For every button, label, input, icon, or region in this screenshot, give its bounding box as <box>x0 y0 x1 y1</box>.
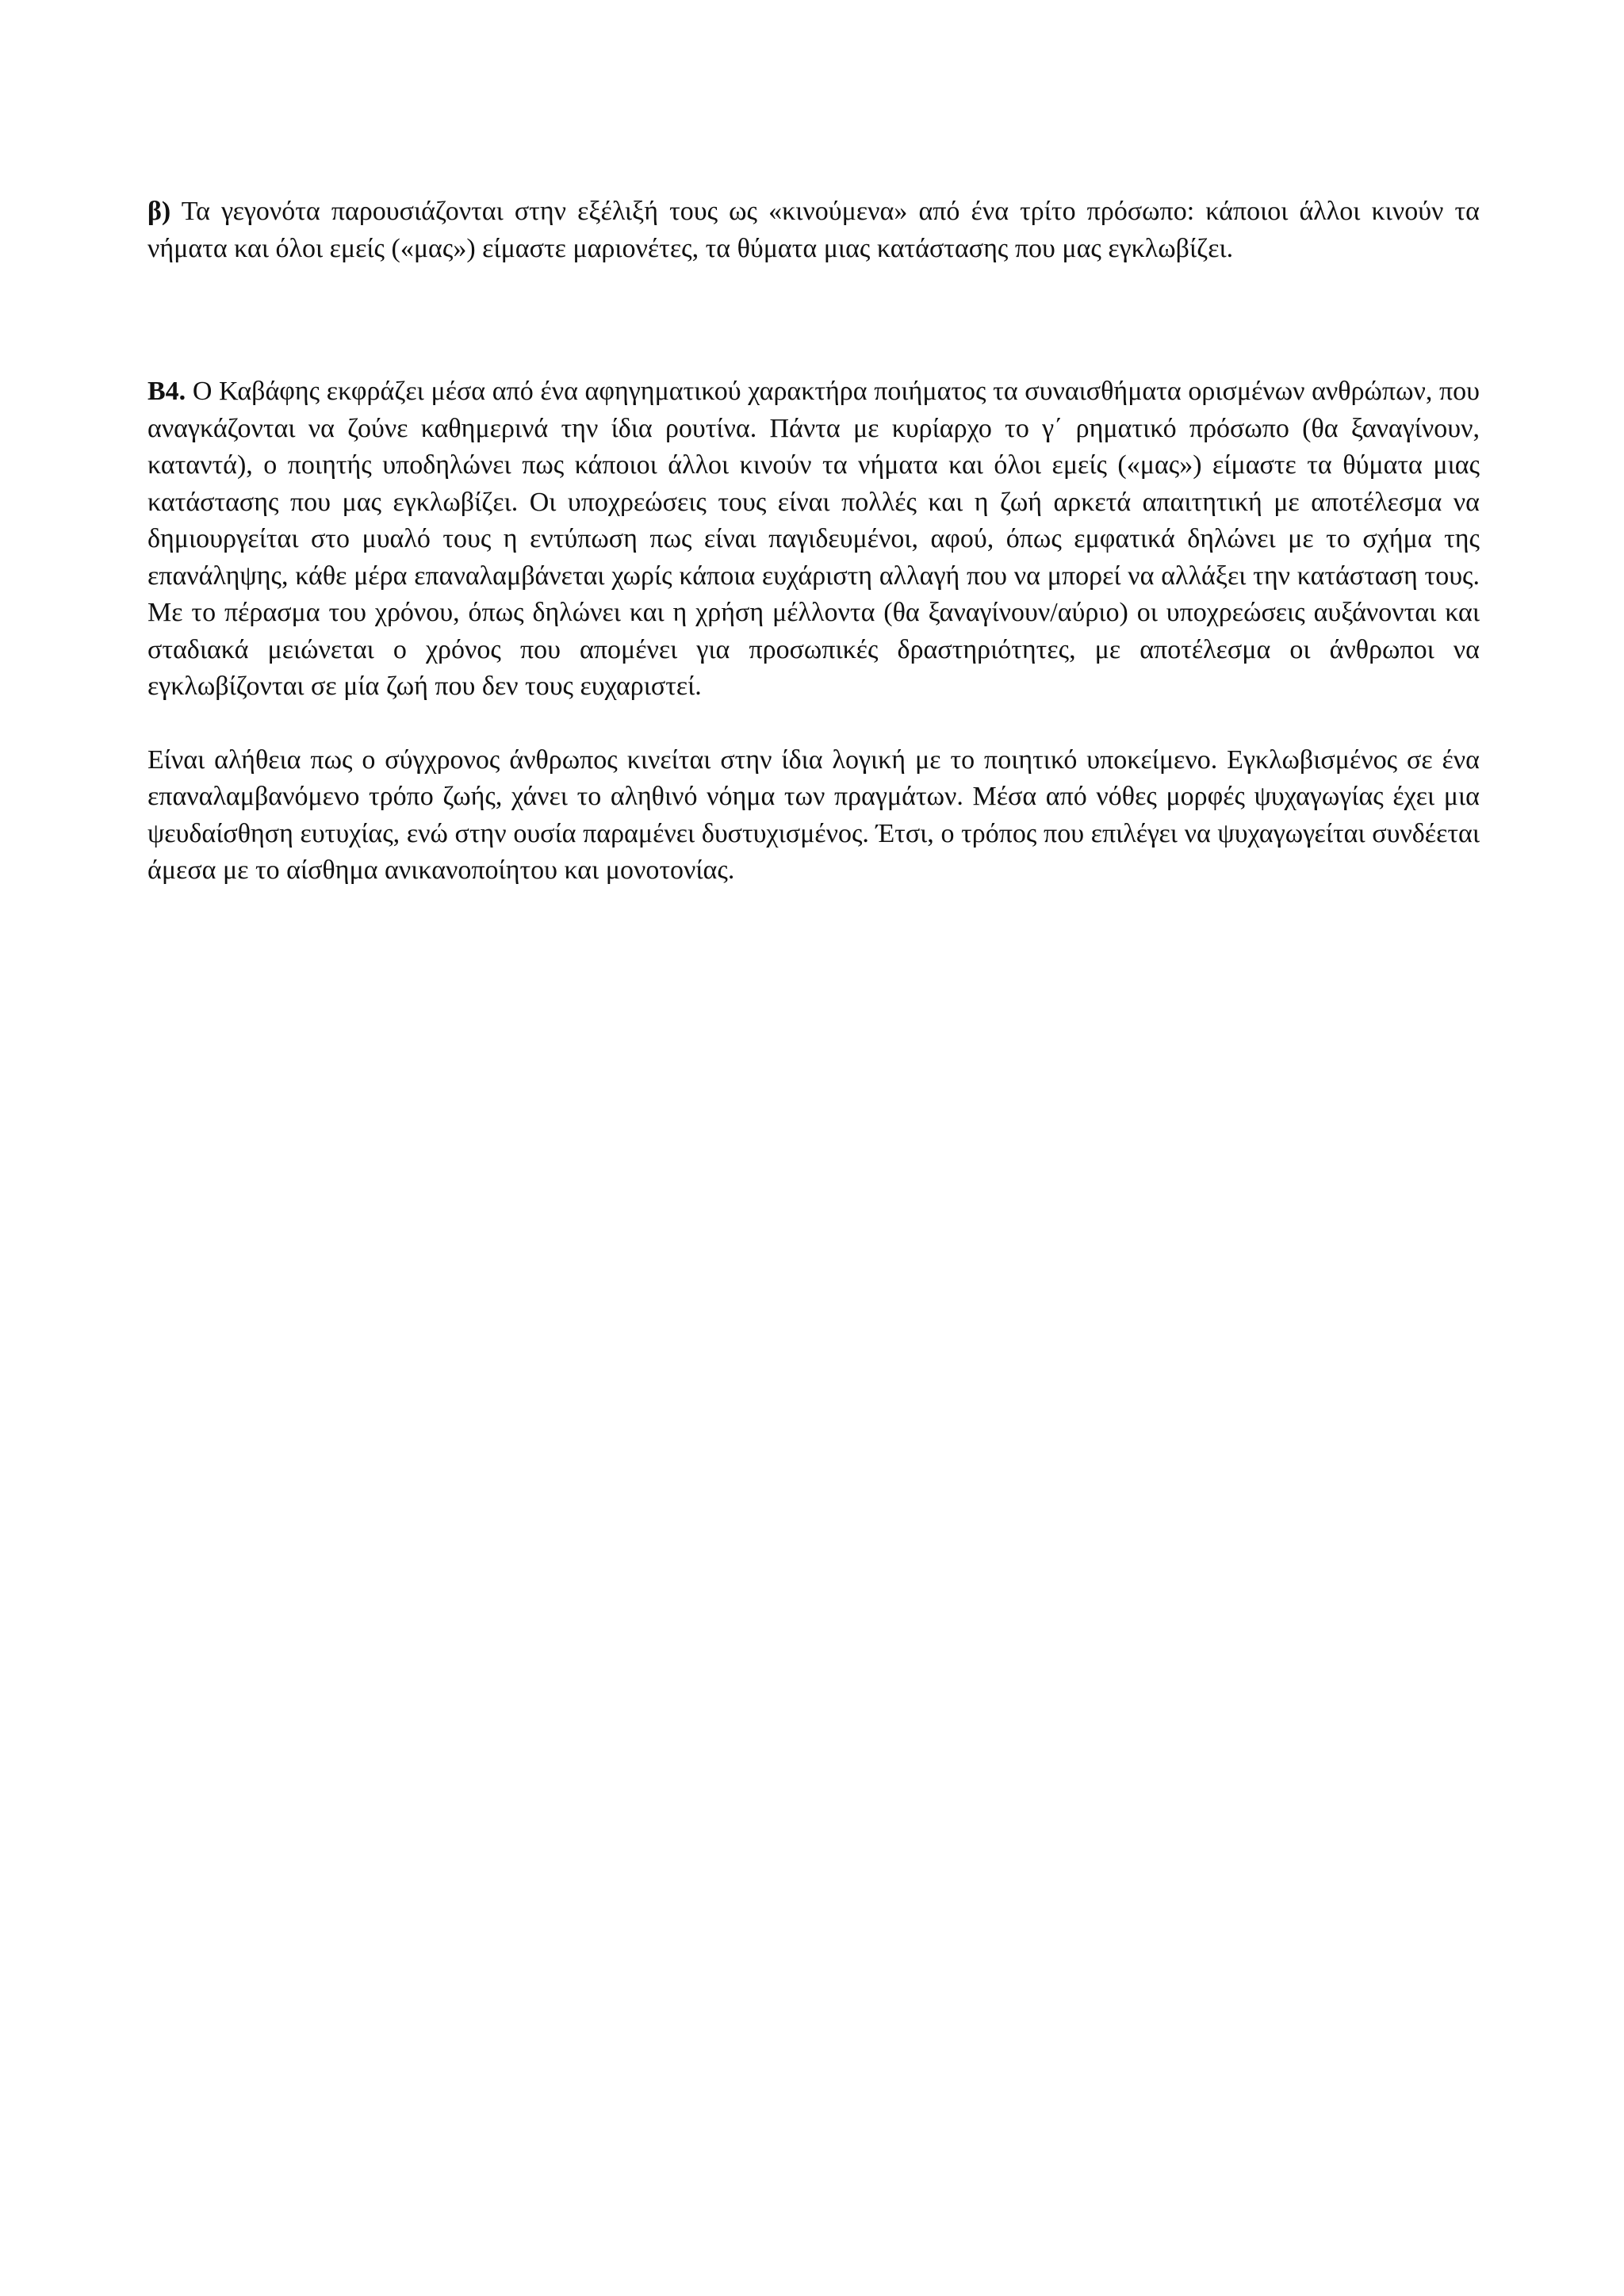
paragraph-beta-lead: β) <box>147 197 171 226</box>
paragraph-b4 <box>147 373 1480 706</box>
paragraph-beta <box>147 193 1480 267</box>
document-body <box>147 193 1480 890</box>
paragraph-b4-text: O Καβάφης εκφράζει μέσα από ένα αφηγηματικού χαρακτήρα ποιήματος τα συναισθήματα ορισμένων ανθρώπων, που αναγκάζονται να ζούνε καθημερινά την ίδια ρουτίνα. Πάντα με κυρίαρχο το γ΄ ρηματικό πρόσωπο (θα ξαναγίνουν, καταντά), ο ποιητής υποδηλώνει πως κάποιοι άλλοι κινούν τα νήματα και όλοι εμείς («μας») είμαστε τα θύματα μιας κατάστασης που μας εγκλωβίζει. Οι υποχρεώσεις τους είναι πολλές και η ζωή αρκετά απαιτητική με αποτέλεσμα να δημιουργείται στο μυαλό τους η εντύπωση πως είναι παγιδευμένοι, αφού, όπως εμφατικά δηλώνει με το σχήμα της επανάληψης, κάθε μέρα επαναλαμβάνεται χωρίς κάποια ευχάριστη αλλαγή που να μπορεί να αλλάξει την κατάσταση τους. Με το πέρασμα του χρόνου, όπως δηλώνει και η χρήση μέλλοντα (θα ξαναγίνουν/αύριο) οι υποχρεώσεις αυξάνονται και σταδιακά μειώνεται ο χρόνος που απομένει για προσωπικές δραστηριότητες, με αποτέλεσμα οι άνθρωποι να εγκλωβίζονται σε μία ζωή που δεν τους ευχαριστεί. <box>147 377 1480 701</box>
paragraph-beta-text: Τα γεγονότα παρουσιάζονται στην εξέλιξή τους ως «κινούμενα» από ένα τρίτο πρόσωπο: κάποιοι άλλοι κινούν τα νήματα και όλοι εμείς («μας») είμαστε μαριονέτες, τα θύματα μιας κατάστασης που μας εγκλωβίζει. <box>147 197 1480 263</box>
paragraph-spacer <box>147 706 1480 742</box>
paragraph-final <box>147 742 1480 890</box>
paragraph-final-text: Είναι αλήθεια πως ο σύγχρονος άνθρωπος κινείται στην ίδια λογική με το ποιητικό υποκείμενο. Εγκλωβισμένος σε ένα επαναλαμβανόμενο τρόπο ζωής, χάνει το αληθινό νόημα των πραγμάτων. Μέσα από νόθες μορφές ψυχαγωγίας έχει μια ψευδαίσθηση ευτυχίας, ενώ στην ουσία παραμένει δυστυχισμένος. Έτσι, ο τρόπος που επιλέγει να ψυχαγωγείται συνδέεται άμεσα με το αίσθημα ανικανοποίητου και μονοτονίας. <box>147 744 1480 885</box>
paragraph-b4-lead: B4. <box>147 377 186 406</box>
section-spacer <box>147 267 1480 373</box>
